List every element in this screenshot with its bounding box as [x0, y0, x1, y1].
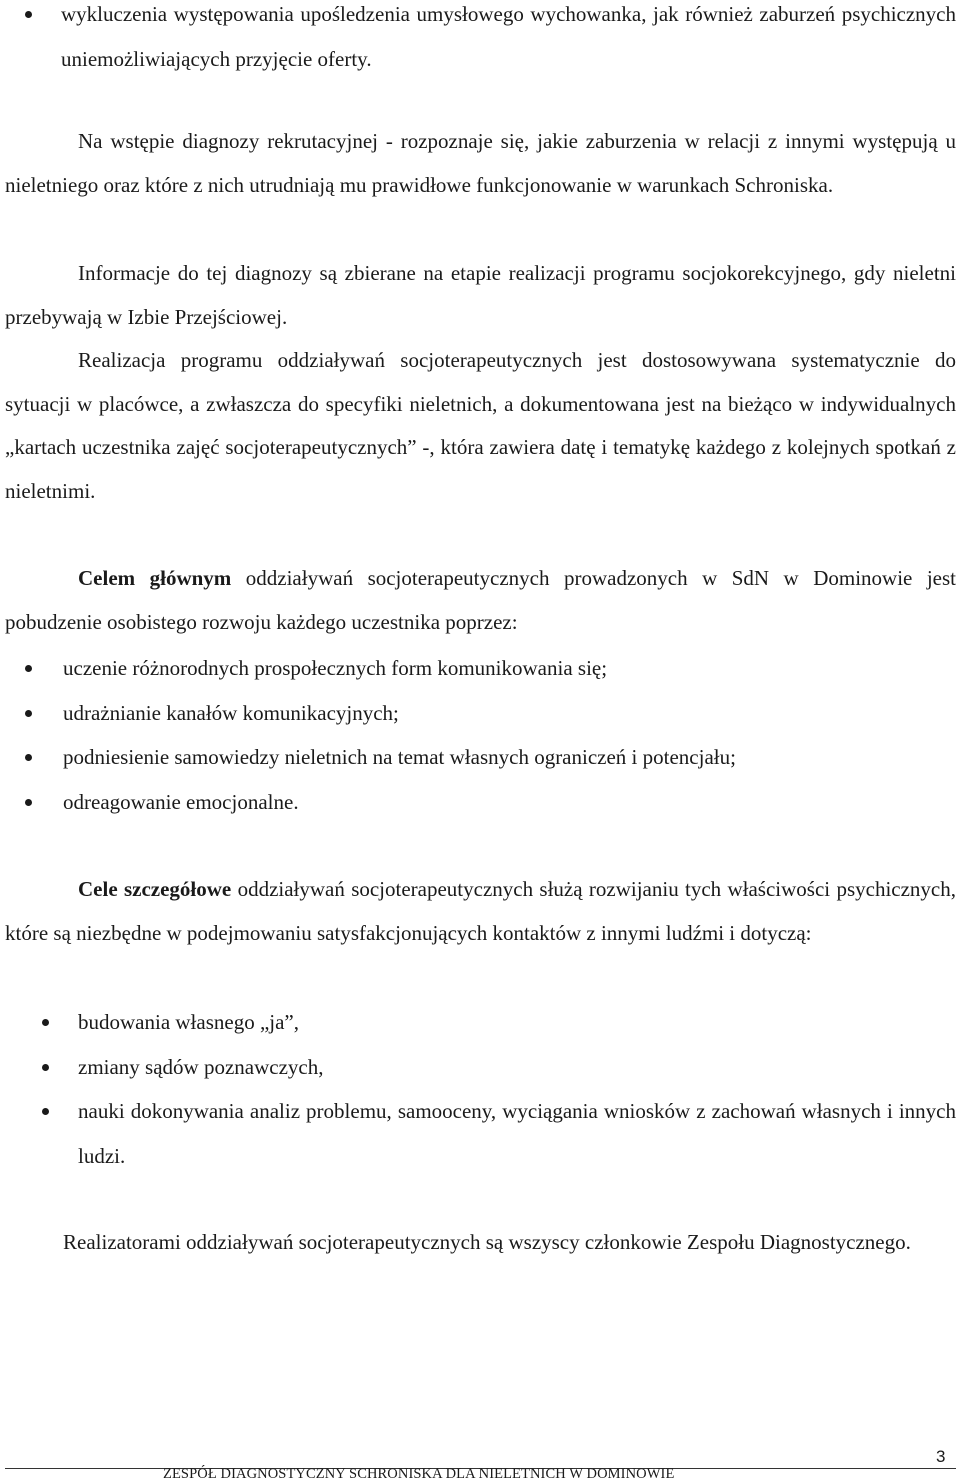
bullet-icon: [42, 1108, 49, 1115]
paragraph-cele-szczegolowe: Cele szczegółowe oddziaływań socjoterapeutycznych służą rozwijaniu tych właściwości psychicznych, które są niezbędne w podejmowaniu satysfakcjonujących kontaktów z innymi ludźmi i dotyczą:: [5, 877, 956, 945]
footer-text: ZESPÓŁ DIAGNOSTYCZNY SCHRONISKA DLA NIELETNICH W DOMINOWIE: [163, 1466, 675, 1482]
paragraph-cel-glowny: Celem głównym oddziaływań socjoterapeutycznych prowadzonych w SdN w Dominowie jest pobudzenie osobistego rozwoju każdego uczestnika poprzez:: [5, 566, 956, 634]
list-item: uczenie różnorodnych prospołecznych form komunikowania się;: [5, 646, 956, 691]
list-item: zmiany sądów poznawczych,: [5, 1045, 956, 1090]
bullet-icon: [42, 1019, 49, 1026]
bullet-icon: [25, 665, 32, 672]
bullet-icon: [42, 1064, 49, 1071]
list-cel-glowny: [5, 646, 956, 824]
list-item: odreagowanie emocjonalne.: [5, 780, 956, 825]
bullet-icon: [25, 710, 32, 717]
list-item: nauki dokonywania analiz problemu, samooceny, wyciągania wniosków z zachowań własnych i innych ludzi.: [5, 1089, 956, 1178]
list-cele-szczegolowe: [5, 1000, 956, 1178]
paragraph-diagnoza: Na wstępie diagnozy rekrutacyjnej - rozpoznaje się, jakie zaburzenia w relacji z innymi występują u nieletniego oraz które z nich utrudniają mu prawidłowe funkcjonowanie w warunkach Schroniska.: [5, 129, 956, 197]
paragraph-realizacja: Realizacja programu oddziaływań socjoterapeutycznych jest dostosowywana systematycznie do sytuacji w placówce, a zwłaszcza do specyfiki nieletnich, a dokumentowana jest na bieżąco w indywidualnych „kartach uczestnika zajęć socjoterapeutycznych” -, która zawiera datę i tematykę każdego z kolejnych spotkań z nieletnimi.: [5, 348, 956, 503]
bullet-icon: [25, 799, 32, 806]
list-item: budowania własnego „ja”,: [5, 1000, 956, 1045]
bold-heading: Celem głównym: [78, 566, 232, 590]
bold-heading: Cele szczegółowe: [78, 877, 232, 901]
paragraph-informacje: Informacje do tej diagnozy są zbierane na etapie realizacji programu socjokorekcyjnego, gdy nieletni przebywają w Izbie Przejściowej.: [5, 261, 956, 329]
bullet-icon: [25, 11, 32, 18]
page-number: 3: [936, 1447, 946, 1466]
bullet-icon: [25, 754, 32, 761]
list-item: wykluczenia występowania upośledzenia umysłowego wychowanka, jak również zaburzeń psychicznych uniemożliwiających przyjęcie oferty.: [5, 0, 956, 81]
list-top: [5, 0, 956, 81]
list-item: udrażnianie kanałów komunikacyjnych;: [5, 691, 956, 736]
paragraph-realizatorzy: Realizatorami oddziaływań socjoterapeutycznych są wszyscy członkowie Zespołu Diagnostycznego.: [63, 1230, 911, 1254]
list-item: podniesienie samowiedzy nieletnich na temat własnych ograniczeń i potencjału;: [5, 735, 956, 780]
